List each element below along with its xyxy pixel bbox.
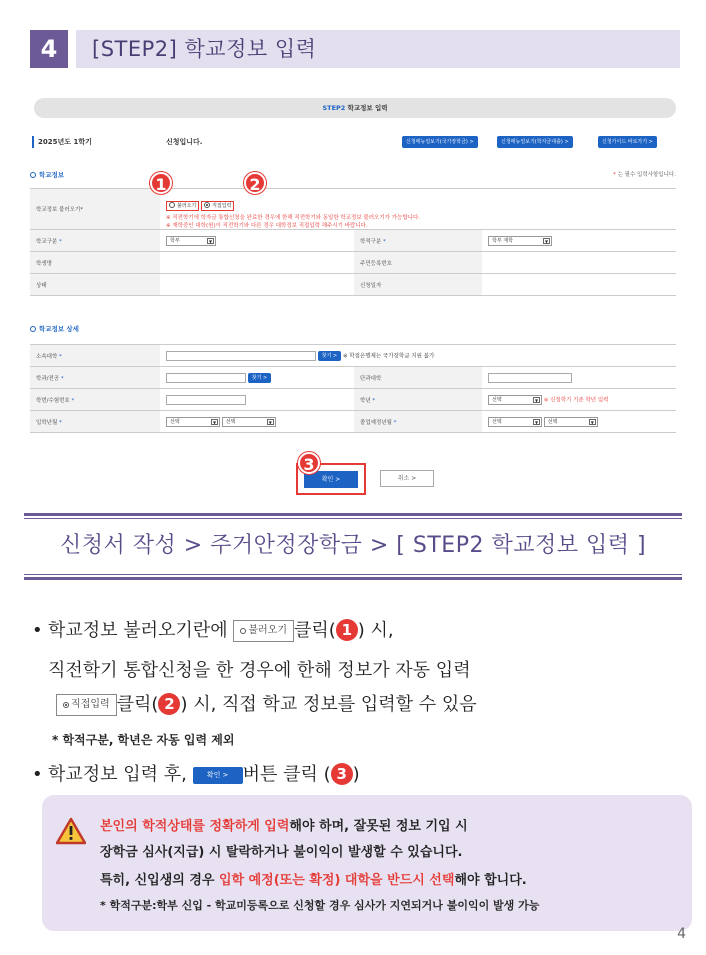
bullet-load-line2: 직전학기 통합신청을 한 경우에 한해 정보가 자동 입력	[48, 660, 471, 681]
dept-label: 학과/전공 *	[30, 367, 160, 389]
admit-year-select[interactable]: 선택 ▼	[166, 417, 220, 427]
admit-label: 입학년월 *	[30, 411, 160, 433]
callout-circle-2: 2	[158, 693, 180, 715]
breadcrumb-banner	[24, 513, 682, 580]
step-number: 4	[30, 30, 68, 68]
required-note: * 는 필수 입력사항입니다.	[613, 172, 676, 178]
univ-label: 소속대학 *	[30, 345, 160, 367]
radio-load-option[interactable]: 불러오기	[166, 201, 199, 211]
apply-date-value	[482, 274, 676, 296]
college-input	[488, 373, 572, 383]
load-note-1: ※ 직전학기에 학자금 통합신청을 완료한 경우에 한해 직전학기와 동일한 학교정보 불러오기가 가능합니다.	[166, 215, 421, 221]
callout-badge-2: 2	[244, 172, 266, 194]
rrn-label: 주민등록번호	[354, 252, 482, 274]
grade-select[interactable]: 선택 ▼	[488, 395, 542, 405]
term-marker	[32, 136, 34, 148]
enroll-type-select[interactable]: 학부 재학 ▼	[488, 236, 552, 246]
step-title: [STEP2] 학교정보 입력	[92, 37, 317, 61]
step-pill	[34, 98, 676, 118]
callout-circle-1: 1	[336, 619, 358, 641]
student-name-label: 학생명	[30, 252, 160, 274]
admit-month-select[interactable]: 선택 ▼	[222, 417, 276, 427]
bullet-load: • 학교정보 불러오기란에 불러오기 클릭( 1 ) 시,	[32, 620, 394, 641]
dept-find-button[interactable]: 찾기 >	[248, 373, 271, 383]
term-label: 2025년도 1학기	[38, 138, 92, 146]
step-header	[30, 30, 680, 68]
bullet-direct: 직접입력 클릭( 2 ) 시, 직접 학교 정보를 입력할 수 있음	[56, 690, 477, 716]
term-row	[32, 136, 676, 148]
direct-option-sample: 직접입력	[56, 694, 117, 716]
section-bullet-icon	[30, 326, 36, 332]
warning-box	[42, 795, 692, 931]
section-detail-title: 학교정보 상세	[30, 324, 79, 333]
divider	[24, 574, 682, 575]
confirm-button-sample: 확인 >	[193, 767, 243, 784]
college-label: 단과대학	[354, 367, 482, 389]
dropdown-arrow-icon: ▼	[534, 397, 539, 403]
divider	[24, 577, 682, 580]
dropdown-arrow-icon: ▼	[208, 238, 213, 244]
section-bullet-icon	[30, 172, 36, 178]
warning-line-2: 장학금 심사(지급) 시 탈락하거나 불이익이 발생할 수 있습니다.	[100, 845, 463, 860]
pill-title: 학교정보 입력	[347, 104, 388, 112]
univ-input[interactable]	[166, 351, 316, 361]
section-school-title: 학교정보	[30, 170, 64, 179]
bullet-confirm: • 학교정보 입력 후, 확인 > 버튼 클릭 ( 3 )	[32, 764, 360, 785]
warning-icon	[56, 817, 86, 845]
grad-label: 졸업예정년월 *	[354, 411, 482, 433]
dropdown-arrow-icon: ▼	[590, 419, 594, 425]
school-type-label: 학교구분 *	[30, 230, 160, 252]
radio-icon	[240, 628, 246, 634]
callout-badge-1: 1	[150, 172, 172, 194]
school-detail-table	[30, 344, 676, 433]
state-label: 상태	[30, 274, 160, 296]
load-note-2: ※ 재학중인 대학(원)이 직전학기와 다른 경우 대학정보 직접입력 해주시기 바랍니다.	[166, 223, 368, 229]
divider	[24, 513, 682, 516]
step-title-bar	[76, 30, 680, 68]
radio-icon	[63, 702, 69, 708]
univ-find-button[interactable]: 찾기 >	[318, 351, 341, 361]
student-no-input[interactable]	[166, 395, 246, 405]
grad-year-select[interactable]: 선택 ▼	[488, 417, 542, 427]
radio-direct-option[interactable]: 직접입력	[201, 201, 234, 211]
form-screenshot	[28, 90, 678, 500]
breadcrumb: 신청서 작성 > 주거안정장학금 > [ STEP2 학교정보 입력 ]	[59, 533, 647, 558]
enroll-type-label: 학적구분 *	[354, 230, 482, 252]
dept-input[interactable]	[166, 373, 246, 383]
grad-month-select[interactable]: 선택 ▼	[544, 417, 598, 427]
guide-button[interactable]: 신청가이드 바로가기 >	[598, 136, 657, 148]
school-type-select[interactable]: 학부 ▼	[166, 236, 216, 246]
warning-line-4: * 학적구분:학부 신입 - 학교미등록으로 신청할 경우 심사가 지연되거나 불이익이 발생 가능	[100, 899, 540, 912]
radio-icon	[204, 202, 210, 208]
dropdown-arrow-icon: ▼	[268, 419, 272, 425]
state-value	[160, 274, 354, 296]
univ-note: ※ 학점은행제는 국가장학금 지원 불가	[342, 353, 435, 359]
callout-circle-3: 3	[331, 763, 353, 785]
pill-prefix: STEP2	[322, 104, 346, 112]
manual-loan-button[interactable]: 신청매뉴얼보기(학자금대출) >	[497, 136, 573, 148]
cancel-button[interactable]: 취소 >	[380, 470, 434, 487]
auto-input-note: * 학적구분, 학년은 자동 입력 제외	[52, 733, 235, 747]
dropdown-arrow-icon: ▼	[212, 419, 217, 425]
load-label: 학교정보 불러오기*	[30, 189, 160, 230]
school-info-table	[30, 188, 676, 296]
radio-icon	[169, 202, 175, 208]
page-number: 4	[677, 926, 686, 942]
load-option-sample: 불러오기	[233, 620, 294, 642]
dropdown-arrow-icon: ▼	[544, 238, 549, 244]
divider	[24, 518, 682, 519]
apply-status: 신청입니다.	[166, 138, 203, 146]
dropdown-arrow-icon: ▼	[534, 419, 539, 425]
manual-scholarship-button[interactable]: 신청매뉴얼보기(국가장학금) >	[402, 136, 478, 148]
student-name-value	[160, 252, 354, 274]
rrn-value	[482, 252, 676, 274]
confirm-button[interactable]: 확인 >	[304, 471, 358, 488]
warning-line-3: 특히, 신입생의 경우 입학 예정(또는 확정) 대학을 반드시 선택해야 합니다.	[100, 873, 527, 888]
student-no-label: 학번/수험번호 *	[30, 389, 160, 411]
warning-line-1: 본인의 학적상태를 정확하게 입력해야 하며, 잘못된 정보 기입 시	[100, 819, 468, 834]
grade-label: 학년 *	[354, 389, 482, 411]
callout-badge-3: 3	[298, 452, 320, 474]
grade-note: ※ 신청학기 기준 학년 입력	[543, 397, 609, 403]
apply-date-label: 신청일자	[354, 274, 482, 296]
